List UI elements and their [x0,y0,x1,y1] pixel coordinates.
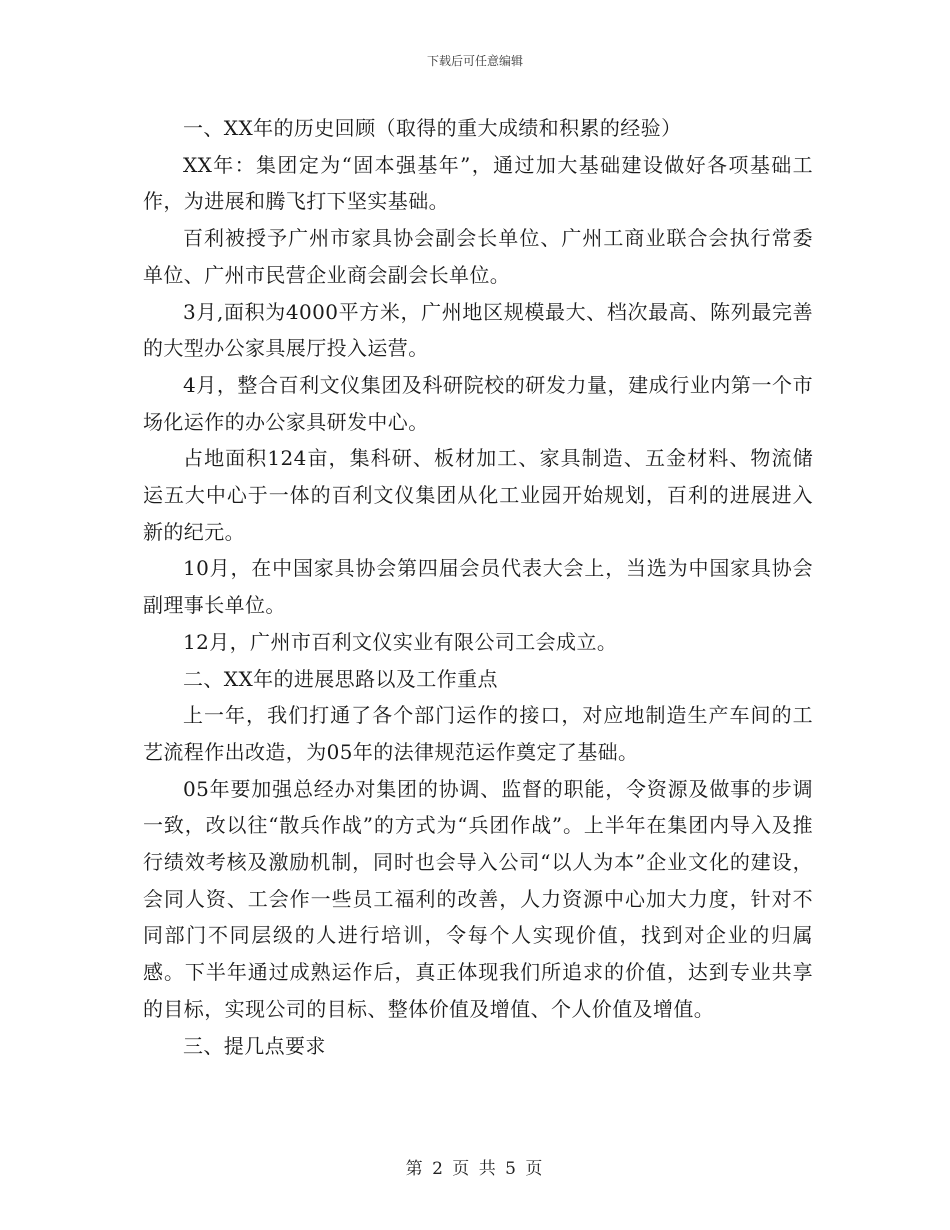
section-heading-history: 一、XX年的历史回顾（取得的重大成绩和积累的经验） [183,116,682,140]
paragraph: 4月，整合百利文仪集团及科研院校的研发力量，建成行业内第一个市场化运作的办公家具研发中心。 [143,372,813,434]
paragraph: 百利被授予广州市家具协会副会长单位、广州工商业联合会执行常委单位、广州市民营企业商会副会长单位。 [143,226,813,287]
document-body [143,110,813,1064]
paragraph: XX年：集团定为“固本强基年”，通过加大基础建设做好各项基础工作，为进展和腾飞打下坚实基础。 [143,152,813,214]
paragraph: 上一年，我们打通了各个部门运作的接口，对应地制造生产车间的工艺流程作出改造，为05年的法律规范运作奠定了基础。 [143,703,813,764]
paragraph: 05年要加强总经办对集团的协调、监督的职能，令资源及做事的步调一致，改以往“散兵作战”的方式为“兵团作战”。上半年在集团内导入及推行绩效考核及激励机制，同时也会导入公司“以人为本”企业文化的建设，会同人资、工会作一些员工福利的改善，人力资源中心加大力度，针对不同部门不同层级的人进行培训，令每个人实现价值，找到对企业的归属感。下半年通过成熟运作后，真正体现我们所追求的价值，达到专业共享的目标，实现公司的目标、整体价值及增值、个人价值及增值。 [143,776,813,1021]
page-number: 第 2 页 共 5 页 [405,1159,545,1179]
section-heading-plan: 二、XX年的进展思路以及工作重点 [183,666,498,691]
paragraph: 12月，广州市百利文仪实业有限公司工会成立。 [183,629,618,654]
page-header-note: 下载后可任意编辑 [426,54,523,68]
section-heading-requirements: 三、提几点要求 [183,1033,326,1058]
paragraph: 3月,面积为4000平方米，广州地区规模最大、档次最高、陈列最完善的大型办公家具展厅投入运营。 [143,299,813,361]
paragraph: 10月，在中国家具协会第四届会员代表大会上，当选为中国家具协会副理事长单位。 [143,556,813,618]
paragraph: 占地面积124亩，集科研、板材加工、家具制造、五金材料、物流储运五大中心于一体的百利文仪集团从化工业园开始规划，百利的进展进入新的纪元。 [143,446,813,544]
